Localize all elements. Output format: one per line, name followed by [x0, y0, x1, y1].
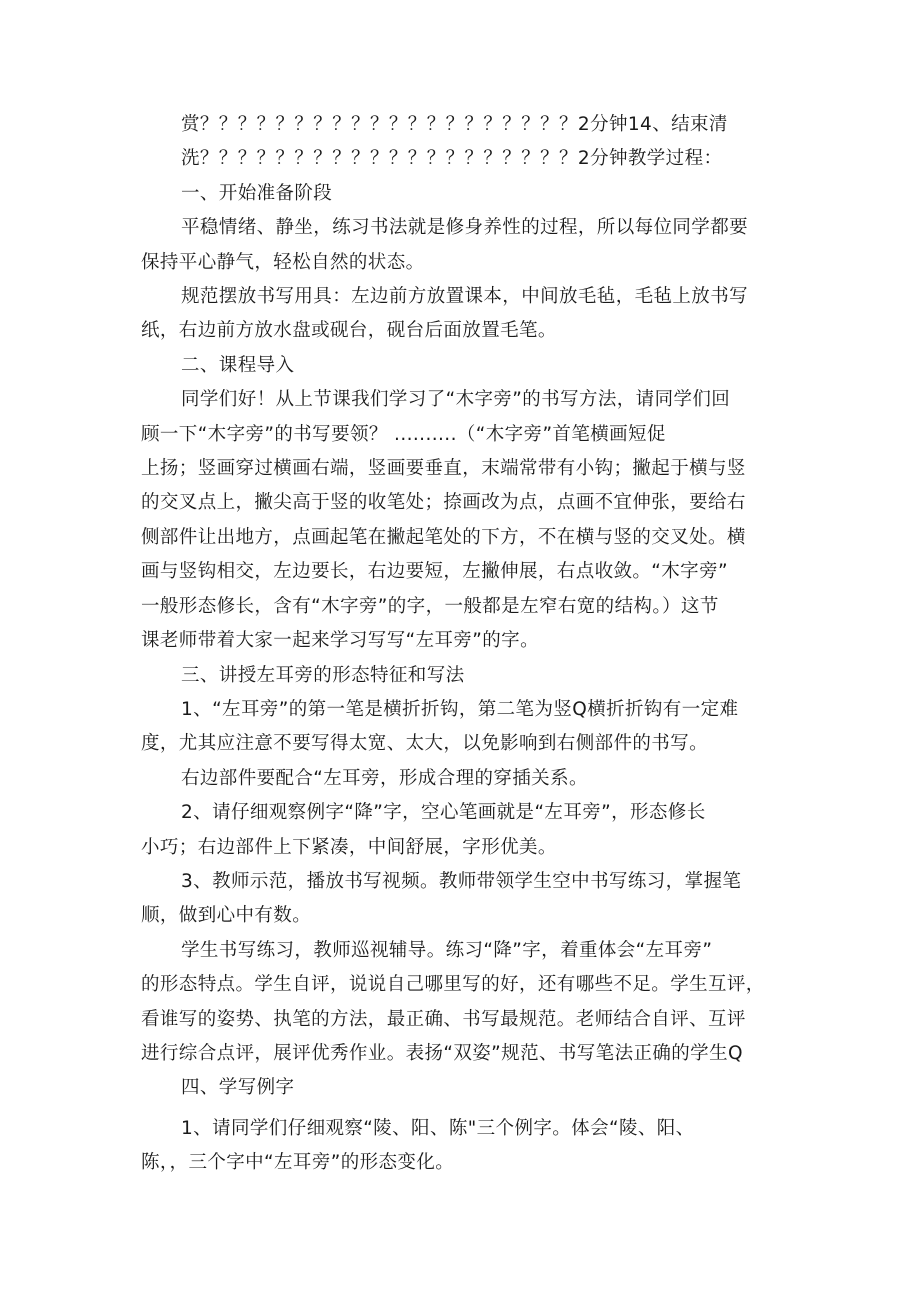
section-heading-teach: 三、讲授左耳旁的形态特征和写法 [181, 664, 465, 686]
text-line-14: 画与竖钩相交，左边要长，右边要短，左撇伸展，右点收敛。“木字旁” [141, 561, 728, 583]
section-heading-intro: 二、课程导入 [181, 354, 295, 376]
text-line-25: 学生书写练习，教师巡视辅导。练习“降”字，着重体会“左耳旁” [181, 939, 713, 961]
text-line-26: 的形态特点。学生自评，说说自己哪里写的好，还有哪些不足。学生互评， [141, 974, 765, 996]
text-line-10: 顾一下“木字旁”的书写要领？ ..........（“木字旁”首笔横画短促 [141, 423, 666, 445]
text-line-24: 顺，做到心中有数。 [141, 905, 312, 927]
text-line-9: 同学们好！从上节课我们学习了“木字旁”的书写方法，请同学们回 [181, 389, 731, 411]
text-line-18: 1、“左耳旁”的第一笔是横折折钩，第二笔为竖Q横折折钩有一定难 [181, 698, 739, 720]
text-line-19: 度，尤其应注意不要写得太宽、太大，以免影响到右侧部件的书写。 [141, 733, 709, 755]
document-body [141, 108, 786, 1181]
text-line-27: 看谁写的姿势、执笔的方法，最正确、书写最规范。老师结合自评、互评 [141, 1008, 746, 1030]
text-line-15: 一般形态修长，含有“木字旁”的字，一般都是左窄右宽的结构。）这节 [141, 595, 719, 617]
text-line-12: 的交叉点上，撇尖高于竖的收笔处；捺画改为点，点画不宜伸张，要给右 [141, 492, 746, 514]
section-heading-start: 一、开始准备阶段 [181, 182, 333, 204]
text-line-11: 上扬；竖画穿过横画右端，竖画要垂直，末端常带有小钩；撇起于横与竖 [141, 458, 746, 480]
text-line-20: 右边部件要配合“左耳旁，形成合理的穿插关系。 [181, 767, 588, 789]
text-line-30: 1、请同学们仔细观察“陵、阳、陈"三个例字。体会“陵、阳、 [181, 1117, 695, 1139]
text-line-5: 保持平心静气，轻松自然的状态。 [141, 251, 425, 273]
text-line-31: 陈，，三个字中“左耳旁”的形态变化。 [141, 1152, 455, 1174]
text-line-16: 课老师带着大家一起来学习写写“左耳旁”的字。 [141, 630, 539, 652]
text-line-2: 洗？？？？？？？？？？？？？？？？？？？？2分钟教学过程： [181, 148, 723, 170]
text-line-23: 3、教师示范，播放书写视频。教师带领学生空中书写练习，掌握笔 [181, 870, 742, 892]
text-line-13: 侧部件让出地方，点画起笔在撇起笔处的下方，不在横与竖的交叉处。横 [141, 526, 746, 548]
text-line-6: 规范摆放书写用具：左边前方放置课本，中间放毛毡，毛毡上放书写 [181, 286, 749, 308]
text-line-1: 赏？？？？？？？？？？？？？？？？？？？？2分钟14、结束清 [181, 114, 728, 135]
text-line-7: 纸，右边前方放水盘或砚台，砚台后面放置毛笔。 [141, 320, 557, 342]
text-line-21: 2、请仔细观察例字“降”字，空心笔画就是“左耳旁”，形态修长 [181, 802, 706, 824]
section-heading-examples: 四、学写例字 [181, 1077, 295, 1099]
text-line-4: 平稳情绪、静坐，练习书法就是修身养性的过程，所以每位同学都要 [181, 217, 749, 239]
text-line-22: 小巧；右边部件上下紧凑，中间舒展，字形优美。 [141, 836, 557, 858]
text-line-28: 进行综合点评，展评优秀作业。表扬“双姿”规范、书写笔法正确的学生Q [141, 1042, 743, 1064]
